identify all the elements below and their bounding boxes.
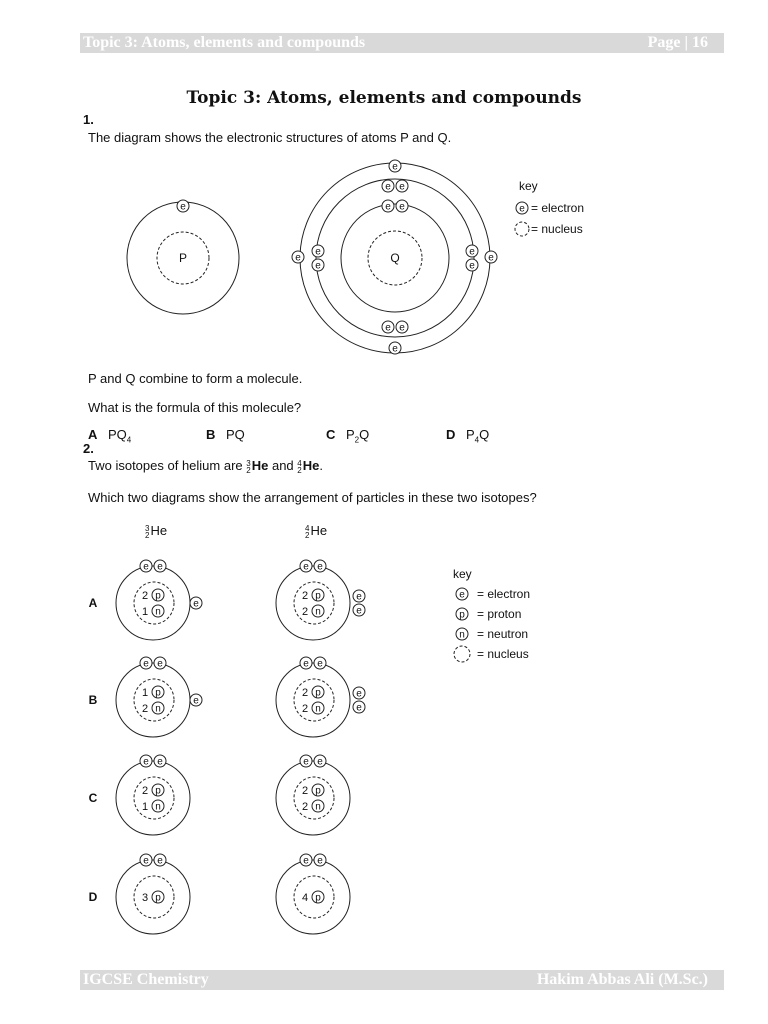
row-b-atom-1-nucleus bbox=[134, 679, 174, 721]
atomic-number: 2 bbox=[297, 465, 302, 475]
row-b-atom-2-shell bbox=[276, 663, 350, 737]
row-c-atom-1-top-electron-symbol: e bbox=[143, 756, 149, 768]
row-a-atom-2-neutron-symbol: n bbox=[315, 606, 321, 618]
row-b-atom-2-top-electron-symbol: e bbox=[303, 658, 309, 670]
row-label-b: B bbox=[88, 693, 98, 707]
q2-key-nucleus-label: = nucleus bbox=[477, 647, 529, 661]
atom-q-inner-electron-symbol: e bbox=[399, 322, 405, 334]
row-b-atom-1-top-electron-symbol: e bbox=[157, 658, 163, 670]
row-label-a: A bbox=[88, 596, 98, 610]
row-a-atom-1-neutron-symbol: n bbox=[155, 606, 161, 618]
q1-key-electron-icon-symbol: e bbox=[519, 203, 525, 215]
and-word: and bbox=[271, 458, 294, 473]
atom-q-inner-electron-symbol: e bbox=[399, 201, 405, 213]
row-c-atom-1-top-electron-symbol: e bbox=[157, 756, 163, 768]
q2-key-neutron-label: = neutron bbox=[477, 627, 529, 641]
row-c-atom-2-top-electron-symbol: e bbox=[317, 756, 323, 768]
header-title: Topic 3: Atoms, elements and compounds bbox=[83, 34, 366, 51]
row-b-atom-2-side-electron-symbol: e bbox=[356, 688, 362, 700]
mass-number: 3 bbox=[145, 523, 150, 533]
row-d-atom-1-proton-count: 3 bbox=[141, 892, 149, 904]
row-c-atom-2-shell bbox=[276, 761, 350, 835]
row-a-atom-2-side-electron-symbol: e bbox=[356, 591, 362, 603]
row-a-atom-1-shell bbox=[116, 566, 190, 640]
atom-q-outer-electron-symbol: e bbox=[488, 252, 494, 264]
row-a-atom-1-top-electron-symbol: e bbox=[143, 561, 149, 573]
atom-p-electron-symbol: e bbox=[180, 201, 186, 213]
atom-q-outer-electron-symbol: e bbox=[392, 343, 398, 355]
row-c-atom-2-neutron-symbol: n bbox=[315, 801, 321, 813]
atomic-number: 2 bbox=[246, 465, 251, 475]
isotope-symbol: He bbox=[310, 523, 328, 538]
row-d-atom-2-top-electron-symbol: e bbox=[303, 855, 309, 867]
mass-number: 3 bbox=[246, 458, 251, 468]
row-d-atom-2-top-electron-symbol: e bbox=[317, 855, 323, 867]
question-1-stem-2: What is the formula of this molecule? bbox=[88, 400, 302, 415]
q1-key-title: key bbox=[519, 179, 538, 193]
atom-q-inner-electron-symbol: e bbox=[385, 322, 391, 334]
row-c-atom-2-proton-count: 2 bbox=[301, 785, 309, 797]
option-subscript: 2 bbox=[354, 435, 360, 445]
row-c-atom-1-neutron-symbol: n bbox=[155, 801, 161, 813]
atom-q-outer-electron-symbol: e bbox=[392, 161, 398, 173]
row-label-c: C bbox=[88, 791, 98, 805]
footer-author: Hakim Abbas Ali (M.Sc.) bbox=[536, 971, 708, 988]
atom-q-outer-electron-symbol: e bbox=[295, 252, 301, 264]
row-a-atom-2-proton-symbol: p bbox=[315, 590, 321, 602]
atomic-number: 2 bbox=[305, 530, 310, 540]
intro-text: Two isotopes of helium are bbox=[88, 458, 243, 473]
question-1-prompt: The diagram shows the electronic structures of atoms P and Q. bbox=[88, 130, 452, 145]
row-c-atom-2-proton-symbol: p bbox=[315, 785, 321, 797]
mass-number: 4 bbox=[305, 523, 310, 533]
row-b-atom-1-side-electron-symbol: e bbox=[193, 695, 199, 707]
option-letter: B bbox=[206, 427, 216, 442]
row-a-atom-1-proton-count: 2 bbox=[141, 590, 149, 602]
row-b-atom-1-shell bbox=[116, 663, 190, 737]
page-title: Topic 3: Atoms, elements and compounds bbox=[186, 88, 582, 108]
row-a-atom-1-proton-symbol: p bbox=[155, 590, 161, 602]
atom-q-middle-electron-symbol: e bbox=[315, 246, 321, 258]
option-letter: C bbox=[326, 427, 336, 442]
option-letter: D bbox=[446, 427, 456, 442]
row-a-atom-2-proton-count: 2 bbox=[301, 590, 309, 602]
row-d-atom-2-proton-symbol: p bbox=[315, 892, 321, 904]
row-c-atom-1-proton-symbol: p bbox=[155, 785, 161, 797]
atom-q-inner-electron-symbol: e bbox=[385, 201, 391, 213]
row-c-atom-2-top-electron-symbol: e bbox=[303, 756, 309, 768]
q2-key-title: key bbox=[453, 567, 472, 581]
row-b-atom-1-proton-symbol: p bbox=[155, 687, 161, 699]
q1-key-nucleus-label: = nucleus bbox=[531, 222, 583, 236]
q2-key-neutron-icon-symbol: n bbox=[459, 629, 465, 641]
atom-q-middle-electron-symbol: e bbox=[385, 181, 391, 193]
atom-q-middle-electron-symbol: e bbox=[469, 260, 475, 272]
atom-q-label: Q bbox=[390, 251, 400, 265]
option-formula: PQ bbox=[226, 427, 245, 442]
row-b-atom-2-proton-symbol: p bbox=[315, 687, 321, 699]
row-b-atom-2-neutron-count: 2 bbox=[301, 703, 309, 715]
row-a-atom-2-top-electron-symbol: e bbox=[303, 561, 309, 573]
row-c-atom-1-neutron-count: 1 bbox=[141, 801, 149, 813]
row-label-d: D bbox=[88, 890, 98, 904]
q2-key-electron-label: = electron bbox=[477, 587, 531, 601]
row-c-atom-2-neutron-count: 2 bbox=[301, 801, 309, 813]
row-d-atom-2-proton-count: 4 bbox=[301, 892, 309, 904]
period: . bbox=[319, 458, 323, 473]
q2-key-proton-icon-symbol: p bbox=[459, 609, 465, 621]
row-a-atom-1-side-electron-symbol: e bbox=[193, 598, 199, 610]
q1-key-electron-label: = electron bbox=[531, 201, 585, 215]
option-formula: P bbox=[466, 427, 475, 442]
option-subscript: 4 bbox=[474, 435, 480, 445]
row-b-atom-2-neutron-symbol: n bbox=[315, 703, 321, 715]
row-a-atom-1-neutron-count: 1 bbox=[141, 606, 149, 618]
q2-key-nucleus-icon bbox=[454, 646, 470, 662]
atom-q-middle-electron-symbol: e bbox=[399, 181, 405, 193]
row-b-atom-2-side-electron-symbol: e bbox=[356, 702, 362, 714]
option-formula: PQ bbox=[108, 427, 127, 442]
q2-key-electron-icon-symbol: e bbox=[459, 589, 465, 601]
footer-course: IGCSE Chemistry bbox=[83, 971, 209, 988]
row-a-atom-1-top-electron-symbol: e bbox=[157, 561, 163, 573]
option-subscript: 4 bbox=[126, 435, 132, 445]
row-b-atom-2-top-electron-symbol: e bbox=[317, 658, 323, 670]
row-b-atom-2-proton-count: 2 bbox=[301, 687, 309, 699]
row-c-atom-1-proton-count: 2 bbox=[141, 785, 149, 797]
isotope-symbol: He bbox=[251, 458, 269, 473]
row-a-atom-2-neutron-count: 2 bbox=[301, 606, 309, 618]
option-formula-tail: Q bbox=[359, 427, 370, 442]
row-d-atom-1-top-electron-symbol: e bbox=[143, 855, 149, 867]
atom-q-middle-electron-symbol: e bbox=[469, 246, 475, 258]
atom-p-label: P bbox=[178, 251, 188, 265]
row-d-atom-1-proton-symbol: p bbox=[155, 892, 161, 904]
row-a-atom-1-nucleus bbox=[134, 582, 174, 624]
row-b-atom-1-neutron-count: 2 bbox=[141, 703, 149, 715]
mass-number: 4 bbox=[297, 458, 302, 468]
isotope-symbol: He bbox=[302, 458, 320, 473]
option-formula-tail: Q bbox=[479, 427, 490, 442]
row-b-atom-2-nucleus bbox=[294, 679, 334, 721]
option-letter: A bbox=[88, 427, 98, 442]
isotope-symbol: He bbox=[150, 523, 168, 538]
row-b-atom-1-neutron-symbol: n bbox=[155, 703, 161, 715]
row-a-atom-2-nucleus bbox=[294, 582, 334, 624]
row-c-atom-2-nucleus bbox=[294, 777, 334, 819]
atomic-number: 2 bbox=[145, 530, 150, 540]
row-a-atom-2-top-electron-symbol: e bbox=[317, 561, 323, 573]
question-1-number: 1. bbox=[83, 112, 94, 127]
q2-key-proton-label: = proton bbox=[477, 607, 522, 621]
row-b-atom-1-proton-count: 1 bbox=[141, 687, 149, 699]
row-b-atom-1-top-electron-symbol: e bbox=[143, 658, 149, 670]
row-a-atom-2-side-electron-symbol: e bbox=[356, 605, 362, 617]
row-a-atom-2-shell bbox=[276, 566, 350, 640]
question-2-number: 2. bbox=[83, 441, 94, 456]
option-formula: P bbox=[346, 427, 355, 442]
page-footer bbox=[80, 970, 724, 990]
question-2-question: Which two diagrams show the arrangement of particles in these two isotopes? bbox=[88, 490, 537, 505]
atom-q-middle-electron-symbol: e bbox=[315, 260, 321, 272]
row-c-atom-1-shell bbox=[116, 761, 190, 835]
row-d-atom-1-top-electron-symbol: e bbox=[157, 855, 163, 867]
row-c-atom-1-nucleus bbox=[134, 777, 174, 819]
question-1-stem-1: P and Q combine to form a molecule. bbox=[88, 371, 303, 386]
header-page-number: Page | 16 bbox=[647, 34, 708, 51]
